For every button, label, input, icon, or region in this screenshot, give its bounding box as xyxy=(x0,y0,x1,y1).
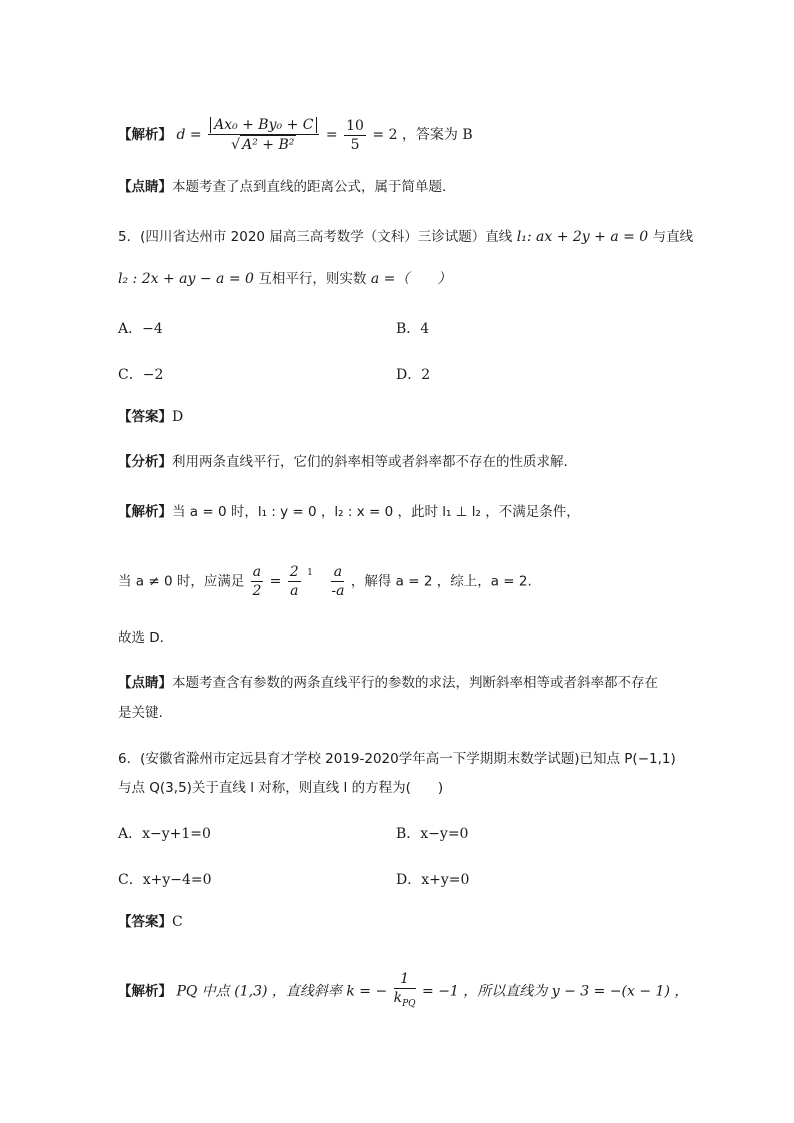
q6-stem-line2: 与点 Q(3,5)关于直线 l 对称，则直线 l 的方程为( ) xyxy=(118,780,444,796)
q6-option-c: C．x+y−4=0 xyxy=(118,872,212,888)
q5-option-c: C．−2 xyxy=(118,367,164,383)
formula-prefix: d = xyxy=(176,127,202,143)
q5-remark-line2: 是关键. xyxy=(118,705,163,721)
formula-result: = 2 ，答案为 B xyxy=(372,127,473,143)
distance-fraction: $\frac{\text{Ax₀ + By₀ + C}}{\text{√ A² + B²}}$ xyxy=(208,116,319,154)
q6-option-a: A．x−y+1=0 xyxy=(118,826,211,842)
q5-fraction-2: $\frac{2}{a}$ xyxy=(289,564,299,599)
q5-remark-line1: 【点睛】本题考查含有参数的两条直线平行的参数的求法，判断斜率相等或者斜率都不存在 xyxy=(118,675,658,691)
q5-conclusion: 故选 D. xyxy=(118,630,164,646)
q6-answer: 【答案】C xyxy=(118,914,183,930)
q6-option-d: D．x+y=0 xyxy=(396,872,470,888)
q5-option-d: D．2 xyxy=(396,367,431,383)
q5-fraction-3: $\frac{a}{-a}$ xyxy=(331,564,345,599)
q5-option-a: A．−4 xyxy=(118,321,163,337)
tag-jiexi: 【解析】 xyxy=(118,127,172,143)
q6-option-b: B．x−y=0 xyxy=(396,826,469,842)
q6-solution: 【解析】 PQ 中点 (1,3) ，直线斜率 k = − $\frac{1}{k_{PQ}}$ = −1 ，所以直线为 y − 3 = −(x − 1) ， xyxy=(118,970,688,1013)
q5-solution-line2: 当 a ≠ 0 时，应满足 $\frac{a}{2}$ = $\frac{2}{a}$ $^1$ $\frac{a}{-a}$ ，解得 a = 2 ，综上，a = 2. xyxy=(118,564,532,599)
q5-stem-line2: l₂ : 2x + ay − a = 0 互相平行，则实数 a =（ ） xyxy=(118,271,452,287)
q6-slope-fraction: $\frac{1}{k_{PQ}}$ xyxy=(393,971,416,1009)
value-fraction: $\frac{10}{5}$ xyxy=(346,117,364,153)
q5-option-b: B．4 xyxy=(396,321,430,337)
q5-answer: 【答案】D xyxy=(118,409,184,425)
q5-analysis: 【分析】利用两条直线平行，它们的斜率相等或者斜率都不存在的性质求解. xyxy=(118,454,568,470)
remark-1: 【点睛】本题考查了点到直线的距离公式，属于简单题. xyxy=(118,179,447,195)
q5-solution-line1: 【解析】当 a = 0 时，l₁ : y = 0 ，l₂ : x = 0 ，此时 l₁ ⊥ l₂ ，不满足条件， xyxy=(118,504,580,520)
solution-distance-formula: 【解析】 d = $\frac{\text{Ax₀ + By₀ + C}}{\text{√ A² + B²}}$ = $\frac{10}{5}$ = 2 ，答案为 B xyxy=(118,117,473,153)
q6-stem-line1: 6．(安徽省滁州市定远县育才学校 2019-2020学年高一下学期期末数学试题)已知点 P(−1,1) xyxy=(118,751,676,767)
q5-stem-line1: 5．(四川省达州市 2020 届高三高考数学（文科）三诊试题）直线 l₁: ax + 2y + a = 0 与直线 xyxy=(118,229,694,245)
q5-fraction-1: $\frac{a}{2}$ xyxy=(252,564,262,599)
